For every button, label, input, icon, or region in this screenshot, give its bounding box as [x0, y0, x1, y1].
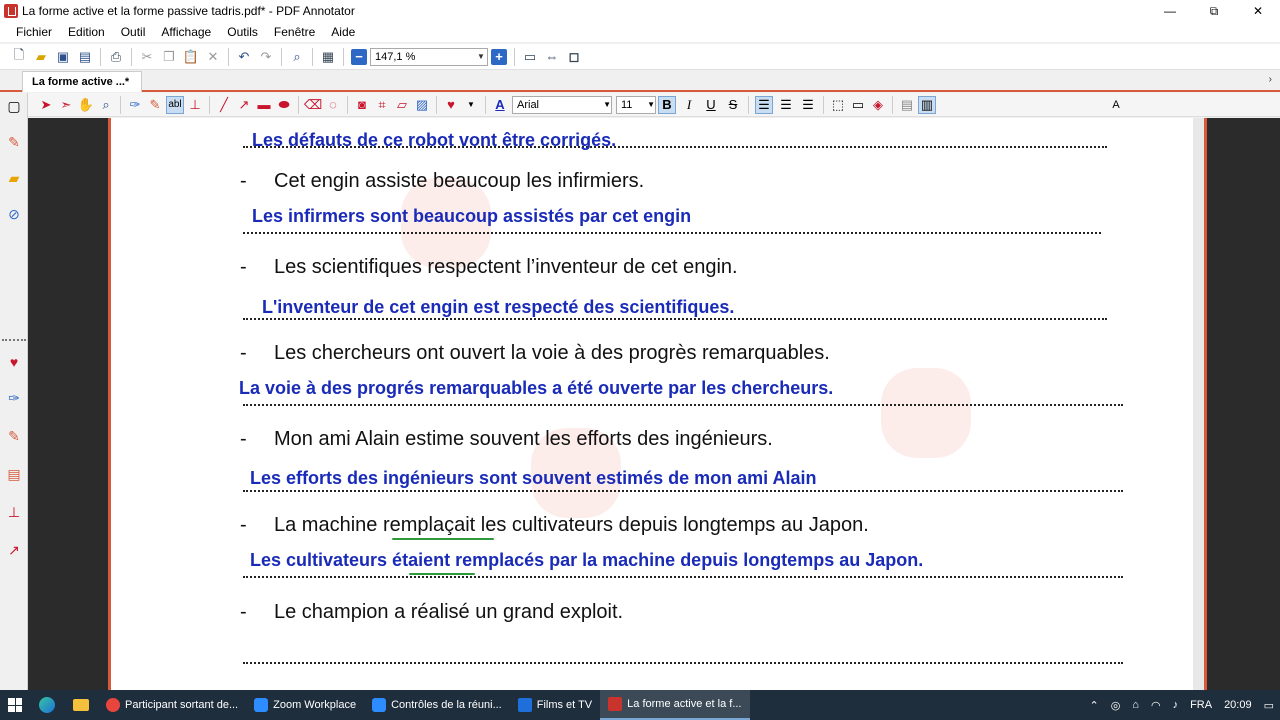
wifi-icon[interactable]: ◠: [1150, 699, 1161, 712]
eraser-icon[interactable]: ⌫: [303, 96, 323, 112]
arrow-tool-icon[interactable]: ↗: [238, 96, 250, 112]
file-explorer-icon[interactable]: [64, 690, 98, 720]
sentence-text: Mon ami Alain estime souvent les efforts des ingénieurs.: [274, 428, 773, 450]
favorites-heart-icon[interactable]: ♥: [447, 97, 455, 112]
find-icon[interactable]: ⌕: [293, 48, 301, 64]
highlighter-icon[interactable]: ✎: [149, 96, 161, 112]
answer-text: La voie à des progrés remarquables a été ouverte par les chercheurs.: [239, 378, 834, 398]
font-size-value: 11: [621, 98, 633, 111]
document-tab-strip: [0, 71, 1280, 92]
taskbar-app-label: Zoom Workplace: [273, 699, 357, 711]
menu-affichage[interactable]: Affichage: [161, 25, 212, 39]
print-icon[interactable]: ⎙: [110, 48, 122, 64]
network-icon[interactable]: ⌂: [1132, 699, 1139, 711]
page-shadow: [1193, 118, 1204, 690]
clock[interactable]: 20:09: [1224, 699, 1252, 711]
toolbar-separator: [209, 96, 210, 114]
menu-edition[interactable]: Edition: [68, 25, 105, 39]
chevron-right-icon[interactable]: ›: [1268, 74, 1272, 85]
fit-width-icon[interactable]: ⇔: [545, 49, 559, 64]
hand-tool-icon[interactable]: ✋: [77, 96, 95, 112]
chevron-down-icon: ▼: [647, 100, 655, 109]
menu-aide[interactable]: Aide: [331, 25, 356, 39]
answer-text: Les efforts des ingénieurs sont souvent estimés de mon ami Alain: [250, 468, 817, 488]
window-title: La forme active et la forme passive tadris.pdf* - PDF Annotator: [22, 4, 355, 18]
image-insert-icon[interactable]: ▨: [415, 96, 429, 112]
attachments-panel-icon[interactable]: ⊘: [8, 205, 20, 222]
align-center-icon[interactable]: ☰: [780, 96, 792, 112]
zoom-out-button[interactable]: −: [351, 49, 367, 65]
bold-button[interactable]: B: [658, 96, 676, 114]
answer-text: Les infirmers sont beaucoup assistés par cet engin: [252, 206, 692, 226]
menu-fichier[interactable]: Fichier: [16, 25, 53, 39]
menu-fenetre[interactable]: Fenêtre: [273, 25, 316, 39]
answer-line: [243, 576, 1123, 578]
window-controls: [1148, 0, 1280, 22]
sentence-text: Les scientifiques respectent l’inventeur de cet engin.: [274, 256, 738, 278]
list-dash: -: [240, 256, 247, 278]
tab-document[interactable]: La forme active ...*: [22, 71, 142, 92]
save-icon[interactable]: ▣: [56, 48, 70, 64]
answer-text: L'inventeur de cet engin est respecté des scientifiques.: [262, 297, 735, 317]
chevron-down-icon: ▼: [603, 100, 611, 109]
underline-button[interactable]: U: [706, 97, 716, 112]
fit-page-icon[interactable]: ▭: [523, 48, 537, 64]
font-size-select[interactable]: [616, 96, 656, 114]
pdf-annotator-icon: [608, 697, 622, 711]
pen-icon[interactable]: ✑: [129, 96, 141, 112]
font-family-select[interactable]: [512, 96, 612, 114]
page-border-right: [1204, 118, 1207, 690]
language-indicator[interactable]: FRA: [1190, 699, 1213, 711]
chevron-down-icon[interactable]: ▼: [467, 100, 475, 109]
taskbar-app-label: La forme active et la f...: [627, 698, 742, 710]
align-right-icon[interactable]: ☰: [802, 96, 814, 112]
answer-text: Les défauts de ce robot vont être corrigés.: [252, 130, 617, 150]
sentence-text: Les chercheurs ont ouvert la voie à des progrès remarquables.: [274, 342, 830, 364]
marker-tool-icon[interactable]: ✎: [8, 427, 20, 444]
pdf-page[interactable]: [111, 118, 1193, 690]
minimize-button[interactable]: —: [1164, 4, 1176, 18]
save-all-icon[interactable]: ▤: [78, 48, 92, 64]
page-layout-icon[interactable]: ▦: [321, 48, 335, 64]
redo-icon[interactable]: ↷: [260, 48, 272, 64]
toolbar-separator: [343, 48, 344, 66]
answer-line: [243, 318, 1107, 320]
taskbar-app-chrome[interactable]: [98, 690, 246, 720]
ellipse-tool-icon[interactable]: ⬬: [278, 96, 290, 112]
fullscreen-icon[interactable]: ◻: [568, 48, 580, 64]
favorites-heart-icon[interactable]: ♥: [9, 354, 19, 370]
meet-now-icon[interactable]: ◎: [1110, 699, 1121, 712]
answer-line: [243, 490, 1123, 492]
restore-button[interactable]: ⧉: [1209, 3, 1219, 18]
annotation-toolbar: [28, 93, 1280, 117]
zoom-icon: [254, 698, 268, 712]
toolbar-separator: [347, 96, 348, 114]
taskbar-app-films[interactable]: [510, 690, 600, 720]
green-underline-annotation: [392, 538, 494, 540]
list-dash: -: [240, 170, 247, 192]
toolbar-separator: [312, 48, 313, 66]
zoom-in-button[interactable]: +: [491, 49, 507, 65]
open-folder-icon[interactable]: ▰: [36, 48, 46, 64]
left-sidebar: [0, 93, 28, 690]
system-tray: [1083, 690, 1280, 720]
toolbar-separator: [298, 96, 299, 114]
font-family-value: Arial: [517, 98, 540, 111]
list-dash: -: [240, 342, 247, 364]
zoom-tool-icon[interactable]: ⌕: [102, 96, 110, 112]
undo-icon[interactable]: ↶: [238, 48, 250, 64]
taskbar-app-label: Films et TV: [536, 699, 593, 711]
toolbar-separator: [281, 48, 282, 66]
toolbar-separator: [120, 96, 121, 114]
sentence-text: La machine remplaçait les cultivateurs depuis longtemps au Japon.: [274, 514, 869, 536]
text-direction-icon[interactable]: A: [1112, 98, 1120, 111]
new-document-icon[interactable]: 🗋: [13, 46, 25, 62]
zoom-icon: [372, 698, 386, 712]
zoom-value: 147,1 %: [375, 50, 416, 63]
lasso-icon[interactable]: ◌: [329, 97, 337, 112]
watermark-logo: [881, 368, 971, 458]
taskbar-app-pdf-annotator[interactable]: [600, 690, 749, 720]
delete-icon[interactable]: ✕: [207, 48, 219, 64]
zoom-select[interactable]: [370, 48, 488, 66]
toolbar-separator: [228, 48, 229, 66]
rectangle-tool-icon[interactable]: ▬: [257, 97, 271, 112]
volume-icon[interactable]: ♪: [1172, 699, 1179, 711]
sentence-text: Cet engin assiste beaucoup les infirmiers.: [274, 170, 645, 192]
chevron-down-icon: ▼: [477, 52, 485, 61]
answer-line: [243, 662, 1123, 664]
toolbar-separator: [892, 96, 893, 114]
annotations-panel-icon[interactable]: ✎: [8, 133, 20, 150]
toolbar-separator: [485, 96, 486, 114]
menu-outil[interactable]: Outil: [120, 25, 146, 39]
crop-icon[interactable]: ⌗: [378, 96, 386, 112]
toolbar-options-icon[interactable]: ▤: [900, 96, 914, 112]
answer-line: [243, 232, 1101, 234]
main-toolbar: [0, 44, 1280, 70]
pages-panel-icon[interactable]: ▢: [7, 97, 21, 114]
camera-icon[interactable]: ◙: [358, 97, 366, 112]
green-underline-annotation: [409, 573, 475, 575]
taskbar-app-zoom-controls[interactable]: [364, 690, 510, 720]
bookmarks-panel-icon[interactable]: ▰: [8, 169, 20, 186]
list-dash: -: [240, 514, 247, 536]
notifications-icon[interactable]: ▭: [1263, 699, 1274, 712]
title-bar: [0, 0, 1280, 22]
text-tool-icon[interactable]: abl: [166, 96, 184, 114]
select-arrow-icon[interactable]: ➤: [40, 96, 52, 112]
windows-logo-icon: [8, 698, 22, 712]
answer-text: Les cultivateurs étaient remplacés par la machine depuis longtemps au Japon.: [250, 550, 924, 570]
line-tool-icon[interactable]: ╱: [220, 96, 228, 112]
chrome-icon: [106, 698, 120, 712]
taskbar-app-label: Contrôles de la réuni...: [391, 699, 502, 711]
toolbar-separator: [100, 48, 101, 66]
toolbar-separator: [436, 96, 437, 114]
fill-color-icon[interactable]: ◈: [873, 96, 883, 112]
arrow-tool-icon[interactable]: ↗: [8, 541, 20, 558]
films-tv-icon: [518, 698, 532, 712]
font-color-icon[interactable]: A: [495, 97, 505, 112]
sentence-text: Le champion a réalisé un grand exploit.: [274, 601, 624, 623]
menu-bar: [0, 22, 1280, 42]
toolbar-separator: [823, 96, 824, 114]
border-style-icon[interactable]: ⬚: [831, 96, 845, 112]
strikethrough-button[interactable]: S: [728, 97, 738, 112]
taskbar-app-label: Participant sortant de...: [125, 699, 239, 711]
pen-tool-icon[interactable]: ✑: [8, 389, 20, 406]
edge-browser-icon[interactable]: [30, 690, 64, 720]
stamp-icon[interactable]: ⊥: [189, 96, 201, 112]
start-button[interactable]: [0, 690, 30, 720]
list-dash: -: [240, 428, 247, 450]
paste-icon[interactable]: 📋: [182, 48, 200, 64]
close-button[interactable]: ✕: [1252, 4, 1264, 18]
text-box-icon[interactable]: ▤: [7, 465, 21, 482]
stamp-tool-icon[interactable]: ⊥: [7, 503, 21, 520]
panel-divider: [2, 339, 26, 343]
italic-button[interactable]: I: [686, 96, 692, 112]
select-text-icon[interactable]: ➣: [60, 96, 72, 112]
windows-taskbar: [0, 690, 1280, 720]
chevron-up-icon[interactable]: ⌃: [1089, 699, 1099, 712]
cut-icon[interactable]: ✂: [141, 48, 153, 64]
list-dash: -: [240, 601, 247, 623]
pdf-annotator-icon: [4, 4, 18, 18]
toolbar-separator: [748, 96, 749, 114]
ruler-icon[interactable]: ▱: [397, 96, 407, 112]
answer-line: [243, 404, 1123, 406]
toolbar-customize-icon[interactable]: ▥: [918, 96, 936, 114]
line-width-icon[interactable]: ▭: [851, 96, 865, 112]
align-left-icon[interactable]: ☰: [755, 96, 773, 114]
toolbar-separator: [514, 48, 515, 66]
taskbar-app-zoom[interactable]: [246, 690, 364, 720]
menu-outils[interactable]: Outils: [227, 25, 258, 39]
copy-icon[interactable]: ❐: [163, 48, 175, 64]
toolbar-separator: [131, 48, 132, 66]
